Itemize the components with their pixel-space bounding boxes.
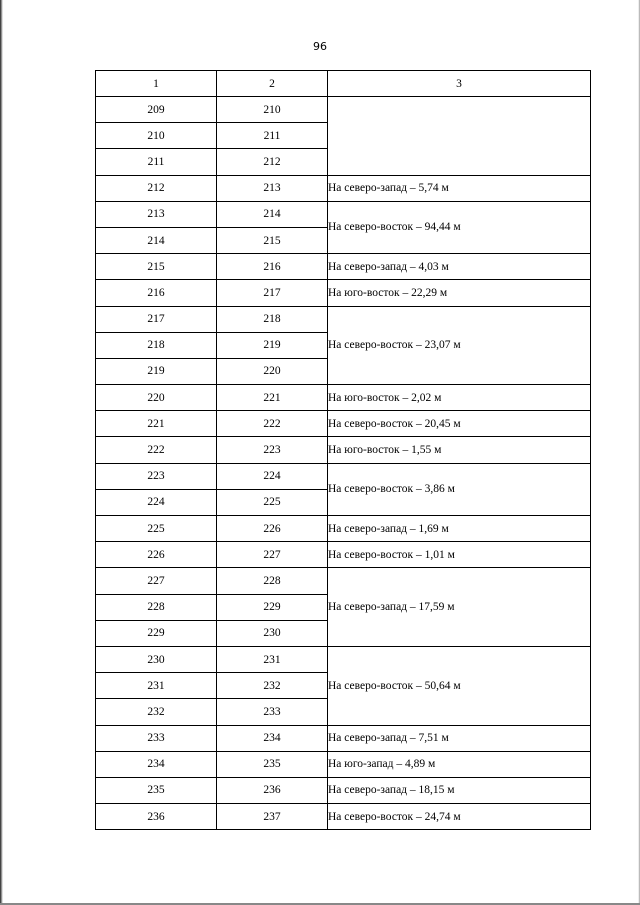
table-row [96, 175, 591, 201]
to-point: 220 [217, 358, 328, 384]
from-point: 235 [96, 777, 217, 803]
from-point: 226 [96, 542, 217, 568]
to-point: 215 [217, 227, 328, 253]
to-point: 214 [217, 201, 328, 227]
from-point: 223 [96, 463, 217, 489]
direction-cell [328, 97, 591, 176]
from-point: 236 [96, 804, 217, 830]
direction-cell: На северо-запад – 1,69 м [328, 516, 591, 542]
table-row [96, 201, 591, 227]
to-point: 219 [217, 332, 328, 358]
from-point: 229 [96, 620, 217, 646]
table-header-row [96, 71, 591, 97]
from-point: 210 [96, 123, 217, 149]
to-point: 217 [217, 280, 328, 306]
from-point: 212 [96, 175, 217, 201]
direction-cell: На северо-восток – 1,01 м [328, 542, 591, 568]
to-point: 218 [217, 306, 328, 332]
table-row [96, 437, 591, 463]
from-point: 230 [96, 646, 217, 672]
direction-cell: На северо-восток – 20,45 м [328, 411, 591, 437]
from-point: 222 [96, 437, 217, 463]
to-point: 227 [217, 542, 328, 568]
from-point: 224 [96, 489, 217, 515]
to-point: 237 [217, 804, 328, 830]
direction-cell: На юго-запад – 4,89 м [328, 751, 591, 777]
from-point: 225 [96, 516, 217, 542]
to-point: 216 [217, 254, 328, 280]
direction-cell: На северо-запад – 17,59 м [328, 568, 591, 647]
direction-cell: На северо-запад – 18,15 м [328, 777, 591, 803]
from-point: 220 [96, 385, 217, 411]
from-point: 218 [96, 332, 217, 358]
direction-cell: На северо-восток – 50,64 м [328, 646, 591, 725]
boundary-table [95, 70, 591, 830]
table-row [96, 254, 591, 280]
from-point: 216 [96, 280, 217, 306]
to-point: 225 [217, 489, 328, 515]
direction-cell: На юго-восток – 22,29 м [328, 280, 591, 306]
from-point: 231 [96, 673, 217, 699]
column-header-2: 2 [217, 71, 328, 97]
from-point: 234 [96, 751, 217, 777]
table-row [96, 516, 591, 542]
table-row [96, 306, 591, 332]
from-point: 213 [96, 201, 217, 227]
column-header-3: 3 [328, 71, 591, 97]
to-point: 230 [217, 620, 328, 646]
direction-cell: На юго-восток – 1,55 м [328, 437, 591, 463]
to-point: 234 [217, 725, 328, 751]
from-point: 214 [96, 227, 217, 253]
to-point: 210 [217, 97, 328, 123]
direction-cell: На северо-восток – 23,07 м [328, 306, 591, 385]
to-point: 233 [217, 699, 328, 725]
to-point: 232 [217, 673, 328, 699]
column-header-1: 1 [96, 71, 217, 97]
to-point: 211 [217, 123, 328, 149]
table-row [96, 646, 591, 672]
table-row [96, 463, 591, 489]
to-point: 231 [217, 646, 328, 672]
from-point: 221 [96, 411, 217, 437]
direction-cell: На северо-восток – 24,74 м [328, 804, 591, 830]
direction-cell: На юго-восток – 2,02 м [328, 385, 591, 411]
table-row [96, 411, 591, 437]
from-point: 219 [96, 358, 217, 384]
table-row [96, 568, 591, 594]
to-point: 236 [217, 777, 328, 803]
table-row [96, 542, 591, 568]
to-point: 212 [217, 149, 328, 175]
from-point: 228 [96, 594, 217, 620]
from-point: 232 [96, 699, 217, 725]
to-point: 229 [217, 594, 328, 620]
table-row [96, 751, 591, 777]
to-point: 228 [217, 568, 328, 594]
table-row [96, 777, 591, 803]
from-point: 233 [96, 725, 217, 751]
to-point: 226 [217, 516, 328, 542]
direction-cell: На северо-восток – 94,44 м [328, 201, 591, 253]
table-row [96, 385, 591, 411]
direction-cell: На северо-восток – 3,86 м [328, 463, 591, 515]
table-row [96, 804, 591, 830]
direction-cell: На северо-запад – 4,03 м [328, 254, 591, 280]
from-point: 209 [96, 97, 217, 123]
from-point: 211 [96, 149, 217, 175]
table-row [96, 280, 591, 306]
to-point: 235 [217, 751, 328, 777]
direction-cell: На северо-запад – 7,51 м [328, 725, 591, 751]
direction-cell: На северо-запад – 5,74 м [328, 175, 591, 201]
scan-left-edge [0, 0, 3, 905]
from-point: 215 [96, 254, 217, 280]
from-point: 227 [96, 568, 217, 594]
table-row [96, 725, 591, 751]
page-number: 96 [313, 40, 327, 53]
to-point: 221 [217, 385, 328, 411]
to-point: 224 [217, 463, 328, 489]
table-row [96, 97, 591, 123]
from-point: 217 [96, 306, 217, 332]
to-point: 222 [217, 411, 328, 437]
to-point: 223 [217, 437, 328, 463]
to-point: 213 [217, 175, 328, 201]
